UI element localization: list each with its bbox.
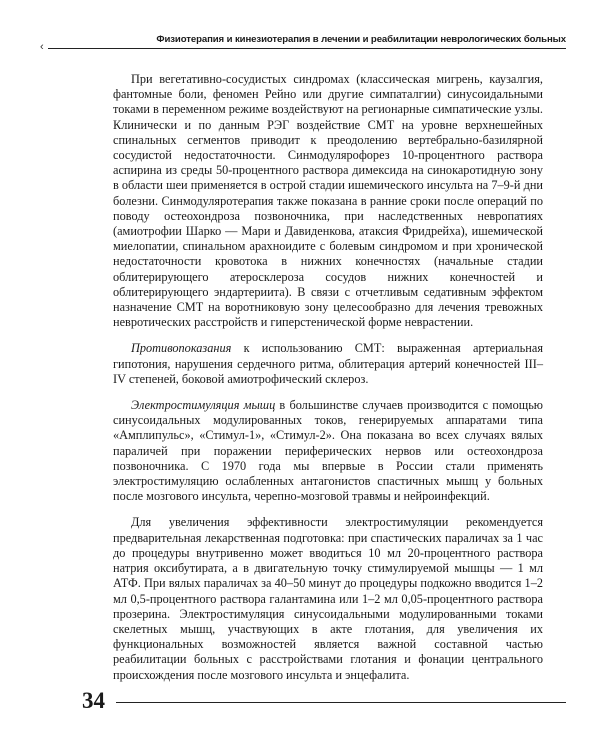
page-body [113, 72, 543, 694]
running-header [40, 34, 566, 54]
term-contraindications: Противопоказания [131, 341, 232, 356]
paragraph-autonomic-syndromes: При вегетативно-сосудистых синдромах (классическая мигрень, каузалгия, фантомные боли, феномен Рейно или другие симпаталгии) синусоидальными токами в переменном режиме воздействуют на регионарные симпатические узлы. Клинически и по данным РЭГ воздействие СМТ на уровне верхнешейных спинальных сегментов приводит к преодолению вертебрально-базилярной сосудистой недостаточности. Синмодулярофорез 10-процентного раствора аспирина из среды 50-процентного раствора димексида на синокаротидную зону в области шеи применяется в острой стадии ишемического инсульта на 7–9-й дни болезни. Синмодулярoтерапия также показана в ранние сроки после операций по поводу остеохондроза позвоночника, при наследственных невропатиях (амиотрофии Шарко — Мари и Давиденкова, атаксия Фридрейха), ишемической миелопатии, спинальном арахноидите с болевым синдромом и при хронической недостаточности кровотока в нижних конечностях (начальные стадии облитерирующего атеросклероза сосудов нижних конечностей и облитерирующего эндартериита). В связи с отчетливым седативным эффектом назначение СМТ на воротниковую зону целесообразно для лечения тревожных невротических расстройств и гиперстенической форме неврастении. [113, 72, 543, 330]
page-number: 34 [82, 688, 105, 713]
header-title: Физиотерапия и кинезиотерапия в лечении и реабилитации неврологических больных [156, 34, 566, 45]
paragraph-contraindications [113, 341, 543, 387]
paragraph-drug-preparation: Для увеличения эффективности электростимуляции рекомендуется предварительная лекарственная подготовка: при спастических параличах за 1 час до процедуры внутривенно может вводиться 10 мл 20-процентного раствора натрия оксибутирата, а в двигательную точку стимулируемой мышцы — 1 мл АТФ. При вялых параличах за 40–50 минут до процедуры подкожно вводится 1–2 мл 0,5-процентного раствора галантамина или 1–2 мл 0,05-процентного раствора прозерина. Электростимуляция синусоидальными модулированными токами скелетных мышц, участвующих в акте глотания, для увеличения их функциональных возможностей является важной составной частью реабилитации больных с расстройствами глотания и фонации центрального происхождения после мозгового инсульта и энцефалита. [113, 515, 543, 682]
term-electrostimulation: Электростимуляция мышц [131, 398, 276, 413]
paragraph-electrostimulation [113, 398, 543, 504]
header-mark: ‹ [40, 41, 44, 53]
footer-rule [116, 702, 566, 703]
electrostimulation-text: в большинстве случаев производится с помощью синусоидальных модулированных токов, генерируемых аппаратами типа «Амплипульс», «Стимул-1», «Стимул-2». Она показана во всех случаях вялых параличей при поражении периферических нервов или остеохондроза позвоночника. С 1970 года мы впервые в России стали применять электростимуляцию ослабленных антагонистов спастичных мышц у больных после мозгового инсульта, черепно-мозговой травмы и нейроинфекций. [113, 398, 543, 504]
header-rule [48, 48, 566, 49]
contraindications-text: к использованию СМТ: выраженная артериальная гипотония, нарушения сердечного ритма, облитерация артерий конечностей III–IV степеней, боковой амиотрофический склероз. [113, 341, 543, 386]
page-footer [82, 688, 566, 718]
